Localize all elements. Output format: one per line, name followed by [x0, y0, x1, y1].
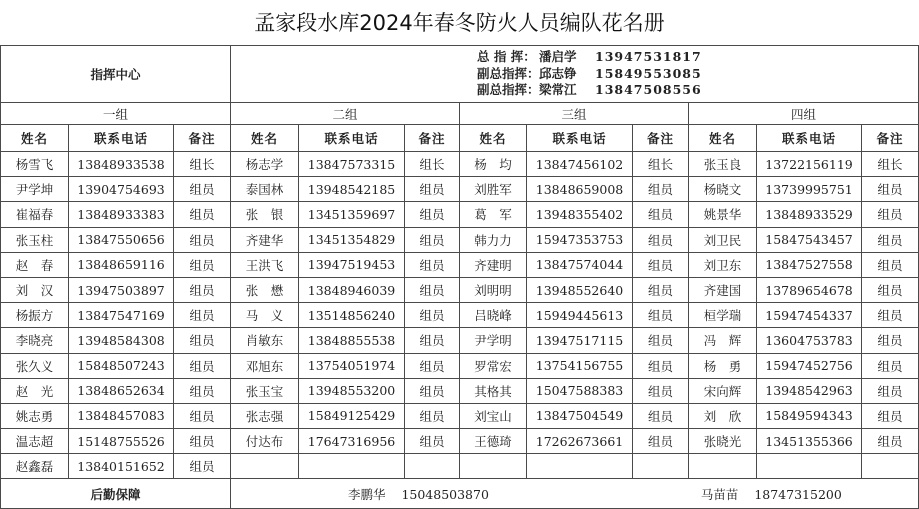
- group-label: 三组: [460, 103, 689, 125]
- leader-phone: 13947531817: [595, 49, 702, 65]
- logistics-row: [1, 479, 919, 509]
- table-row: [1, 378, 919, 403]
- member-name: 宋向辉: [689, 378, 757, 403]
- col-header-name: 姓名: [1, 125, 69, 152]
- member-phone: 13789654678: [757, 277, 862, 302]
- member-phone: 13847547169: [69, 303, 174, 328]
- member-note: 组员: [633, 227, 689, 252]
- leader-phone: 15849553085: [595, 65, 702, 81]
- table-row: [1, 429, 919, 454]
- member-phone: 17262673661: [527, 429, 633, 454]
- member-note: 组员: [633, 303, 689, 328]
- member-name: 姚景华: [689, 202, 757, 227]
- member-phone: 13848652634: [69, 378, 174, 403]
- member-name: 崔福春: [1, 202, 69, 227]
- member-phone: 13947503897: [69, 277, 174, 302]
- member-note: 组员: [633, 277, 689, 302]
- member-name: 刘宝山: [460, 403, 527, 428]
- member-phone: 13754051974: [299, 353, 405, 378]
- member-note: 组员: [405, 303, 460, 328]
- member-phone: 15947454337: [757, 303, 862, 328]
- member-note: 组员: [174, 177, 231, 202]
- member-phone: 13847573315: [299, 152, 405, 177]
- roster-table: [0, 45, 919, 509]
- member-note: 组员: [862, 353, 919, 378]
- member-name: 杨志学: [231, 152, 299, 177]
- table-row: [1, 328, 919, 353]
- member-name: 刘 欣: [689, 403, 757, 428]
- member-note: 组员: [405, 328, 460, 353]
- member-name: [460, 454, 527, 479]
- member-name: 赵鑫磊: [1, 454, 69, 479]
- member-phone: 15148755526: [69, 429, 174, 454]
- contact-phone: 18747315200: [754, 486, 842, 502]
- member-name: 桓学瑞: [689, 303, 757, 328]
- member-name: 韩力力: [460, 227, 527, 252]
- member-name: 马 义: [231, 303, 299, 328]
- member-note: 组员: [174, 252, 231, 277]
- col-header-name: 姓名: [231, 125, 299, 152]
- member-name: 罗常宏: [460, 353, 527, 378]
- member-phone: 13848933383: [69, 202, 174, 227]
- command-label: 指挥中心: [1, 46, 231, 103]
- member-name: 其格其: [460, 378, 527, 403]
- table-row: [1, 454, 919, 479]
- member-name: 张 银: [231, 202, 299, 227]
- member-phone: 13948553200: [299, 378, 405, 403]
- leader-title: 总 指 挥：: [477, 49, 536, 65]
- member-note: 组员: [174, 227, 231, 252]
- member-note: 组员: [862, 252, 919, 277]
- member-name: 刘卫东: [689, 252, 757, 277]
- member-note: 组员: [174, 378, 231, 403]
- member-phone: 13947517115: [527, 328, 633, 353]
- member-phone: [527, 454, 633, 479]
- member-note: 组员: [633, 403, 689, 428]
- leader-phone: 13847508556: [595, 82, 702, 98]
- member-phone: 17647316956: [299, 429, 405, 454]
- member-note: 组员: [405, 277, 460, 302]
- member-note: [405, 454, 460, 479]
- member-name: 张晓光: [689, 429, 757, 454]
- member-name: 刘 汉: [1, 277, 69, 302]
- table-row: [1, 152, 919, 177]
- member-name: 杨雪飞: [1, 152, 69, 177]
- group-label: 一组: [1, 103, 231, 125]
- member-name: 赵 光: [1, 378, 69, 403]
- logistics-label: 后勤保障: [1, 479, 231, 509]
- member-phone: 13848933538: [69, 152, 174, 177]
- group-label-row: [1, 103, 919, 125]
- member-note: 组员: [862, 227, 919, 252]
- member-note: 组员: [174, 202, 231, 227]
- member-note: 组员: [405, 202, 460, 227]
- table-row: [1, 252, 919, 277]
- member-note: 组员: [174, 454, 231, 479]
- member-phone: 13948552640: [527, 277, 633, 302]
- table-row: [1, 303, 919, 328]
- member-phone: 13754156755: [527, 353, 633, 378]
- member-phone: 15847543457: [757, 227, 862, 252]
- member-phone: 13848946039: [299, 277, 405, 302]
- col-header-phone: 联系电话: [757, 125, 862, 152]
- member-name: 张 懋: [231, 277, 299, 302]
- leader-name: 潘启学: [539, 49, 577, 65]
- member-note: 组员: [862, 303, 919, 328]
- contact-name: 马苗苗: [700, 486, 739, 502]
- member-name: 杨 勇: [689, 353, 757, 378]
- member-phone: 13739995751: [757, 177, 862, 202]
- member-name: 刘明明: [460, 277, 527, 302]
- member-phone: 13847550656: [69, 227, 174, 252]
- member-name: 齐建明: [460, 252, 527, 277]
- leader-title: 副总指挥：: [477, 82, 540, 98]
- member-note: 组员: [405, 403, 460, 428]
- col-header-name: 姓名: [460, 125, 527, 152]
- member-name: 王德琦: [460, 429, 527, 454]
- member-name: 葛 军: [460, 202, 527, 227]
- member-note: 组员: [633, 328, 689, 353]
- table-row: [1, 403, 919, 428]
- member-phone: 13848659008: [527, 177, 633, 202]
- member-note: 组长: [174, 152, 231, 177]
- member-phone: 13514856240: [299, 303, 405, 328]
- member-note: 组长: [633, 152, 689, 177]
- member-note: 组员: [862, 328, 919, 353]
- member-name: 张志强: [231, 403, 299, 428]
- member-phone: 15849594343: [757, 403, 862, 428]
- logistics-contacts: [231, 479, 919, 509]
- member-name: 张久义: [1, 353, 69, 378]
- member-note: 组员: [633, 202, 689, 227]
- member-note: 组员: [405, 429, 460, 454]
- member-note: 组员: [633, 378, 689, 403]
- group-label: 四组: [689, 103, 919, 125]
- member-name: 赵 春: [1, 252, 69, 277]
- table-row: [1, 277, 919, 302]
- column-header-row: [1, 125, 919, 152]
- leader-title: 副总指挥：: [477, 65, 540, 81]
- member-note: 组员: [862, 403, 919, 428]
- member-note: 组员: [405, 378, 460, 403]
- leader-line: [477, 82, 918, 99]
- member-phone: 15849125429: [299, 403, 405, 428]
- member-note: 组员: [405, 227, 460, 252]
- col-header-note: 备注: [862, 125, 919, 152]
- col-header-note: 备注: [174, 125, 231, 152]
- member-name: 刘卫民: [689, 227, 757, 252]
- member-note: 组员: [862, 378, 919, 403]
- logistics-contact: [348, 485, 489, 503]
- member-name: 张玉柱: [1, 227, 69, 252]
- member-note: 组员: [174, 328, 231, 353]
- command-row: [1, 46, 919, 103]
- member-note: 组员: [633, 177, 689, 202]
- member-phone: 15947452756: [757, 353, 862, 378]
- member-phone: [299, 454, 405, 479]
- table-row: [1, 353, 919, 378]
- member-name: 冯 辉: [689, 328, 757, 353]
- col-header-phone: 联系电话: [527, 125, 633, 152]
- member-name: 杨晓文: [689, 177, 757, 202]
- member-note: 组员: [862, 202, 919, 227]
- table-row: [1, 227, 919, 252]
- member-note: 组员: [862, 429, 919, 454]
- member-name: 吕晓峰: [460, 303, 527, 328]
- leader-name: 邱志铮: [539, 65, 577, 81]
- member-phone: 15947353753: [527, 227, 633, 252]
- member-note: 组员: [174, 403, 231, 428]
- table-row: [1, 202, 919, 227]
- member-phone: 13904754693: [69, 177, 174, 202]
- member-phone: 13847504549: [527, 403, 633, 428]
- member-name: 张玉宝: [231, 378, 299, 403]
- member-name: 齐建国: [689, 277, 757, 302]
- member-phone: 13947519453: [299, 252, 405, 277]
- member-phone: 15848507243: [69, 353, 174, 378]
- member-note: 组员: [174, 429, 231, 454]
- leader-name: 梁常江: [539, 82, 577, 98]
- member-phone: 13840151652: [69, 454, 174, 479]
- member-phone: 13848659116: [69, 252, 174, 277]
- sheet-title: 孟家段水库2024年春冬防火人员编队花名册: [254, 11, 665, 35]
- member-note: [633, 454, 689, 479]
- member-phone: 13948542185: [299, 177, 405, 202]
- member-name: 邓旭东: [231, 353, 299, 378]
- leader-line: [477, 49, 918, 66]
- member-name: 泰国林: [231, 177, 299, 202]
- member-phone: 15949445613: [527, 303, 633, 328]
- member-name: 尹学坤: [1, 177, 69, 202]
- member-name: 杨 均: [460, 152, 527, 177]
- member-note: 组员: [174, 277, 231, 302]
- member-name: 张玉良: [689, 152, 757, 177]
- member-name: 杨振方: [1, 303, 69, 328]
- member-phone: 13847527558: [757, 252, 862, 277]
- member-phone: 13451359697: [299, 202, 405, 227]
- member-note: 组员: [862, 177, 919, 202]
- col-header-phone: 联系电话: [299, 125, 405, 152]
- member-note: 组员: [862, 277, 919, 302]
- col-header-note: 备注: [633, 125, 689, 152]
- member-note: 组员: [174, 353, 231, 378]
- member-phone: 13451355366: [757, 429, 862, 454]
- member-name: 王洪飞: [231, 252, 299, 277]
- member-phone: [757, 454, 862, 479]
- member-note: 组员: [405, 353, 460, 378]
- leaders-cell: [231, 46, 919, 103]
- member-name: 姚志勇: [1, 403, 69, 428]
- member-phone: 13722156119: [757, 152, 862, 177]
- member-phone: 13847456102: [527, 152, 633, 177]
- member-name: 齐建华: [231, 227, 299, 252]
- member-phone: 13948542963: [757, 378, 862, 403]
- col-header-phone: 联系电话: [69, 125, 174, 152]
- member-phone: 13451354829: [299, 227, 405, 252]
- member-note: 组员: [633, 429, 689, 454]
- member-phone: 13847574044: [527, 252, 633, 277]
- member-note: 组员: [405, 177, 460, 202]
- member-name: 付达布: [231, 429, 299, 454]
- member-name: 肖敏东: [231, 328, 299, 353]
- member-name: 温志超: [1, 429, 69, 454]
- member-name: 尹学明: [460, 328, 527, 353]
- member-name: 李晓亮: [1, 328, 69, 353]
- member-name: 刘胜军: [460, 177, 527, 202]
- col-header-name: 姓名: [689, 125, 757, 152]
- member-phone: 15047588383: [527, 378, 633, 403]
- leader-line: [477, 66, 918, 83]
- member-phone: 13848457083: [69, 403, 174, 428]
- member-phone: 13848933529: [757, 202, 862, 227]
- member-note: 组长: [862, 152, 919, 177]
- member-note: 组员: [633, 252, 689, 277]
- member-note: 组员: [174, 303, 231, 328]
- group-label: 二组: [231, 103, 460, 125]
- member-note: 组员: [405, 252, 460, 277]
- member-note: [862, 454, 919, 479]
- member-note: 组长: [405, 152, 460, 177]
- member-phone: 13848855538: [299, 328, 405, 353]
- member-phone: 13604753783: [757, 328, 862, 353]
- contact-phone: 15048503870: [401, 486, 489, 502]
- member-name: [689, 454, 757, 479]
- logistics-contact: [701, 485, 842, 503]
- table-row: [1, 177, 919, 202]
- member-phone: 13948355402: [527, 202, 633, 227]
- contact-name: 李鹏华: [348, 486, 386, 502]
- member-note: 组员: [633, 353, 689, 378]
- member-phone: 13948584308: [69, 328, 174, 353]
- col-header-note: 备注: [405, 125, 460, 152]
- member-name: [231, 454, 299, 479]
